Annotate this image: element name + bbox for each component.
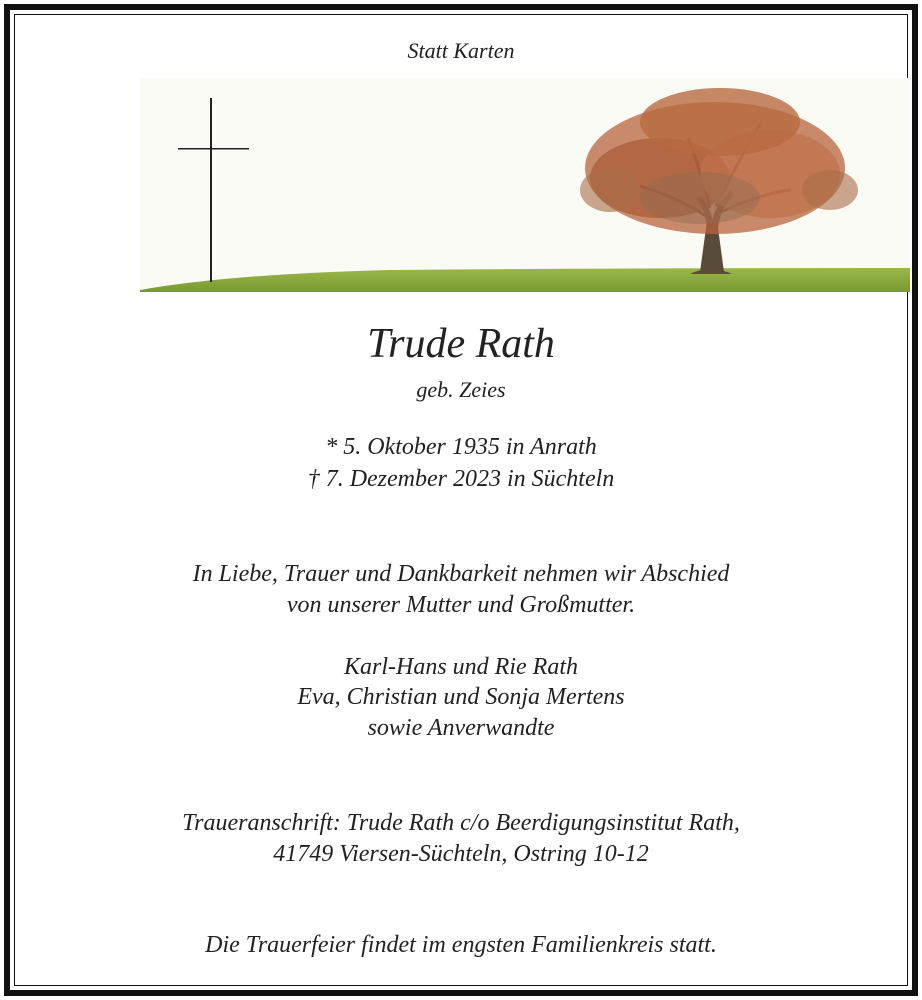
deceased-name: Trude Rath [367, 321, 555, 367]
address-line-1: Traueranschrift: Trude Rath c/o Beerdigungsinstitut Rath, [182, 810, 740, 836]
maiden-name: geb. Zeies [416, 377, 506, 402]
header-text: Statt Karten [407, 38, 515, 63]
death-date: † 7. Dezember 2023 in Süchteln [307, 466, 615, 492]
family-line-1: Karl-Hans und Rie Rath [344, 654, 578, 680]
message-line-2: von unserer Mutter und Großmutter. [286, 592, 636, 618]
message-line-1: In Liebe, Trauer und Dankbarkeit nehmen wir Abschied [192, 561, 730, 587]
address-line-2: 41749 Viersen-Süchteln, Ostring 10-12 [273, 841, 649, 867]
family-line-3: sowie Anverwandte [367, 715, 555, 741]
birth-date: * 5. Oktober 1935 in Anrath [325, 434, 597, 460]
family-line-2: Eva, Christian und Sonja Mertens [297, 684, 625, 710]
landscape-illustration [140, 78, 910, 294]
footer-text: Die Trauerfeier findet im engsten Familienkreis statt. [205, 932, 717, 958]
